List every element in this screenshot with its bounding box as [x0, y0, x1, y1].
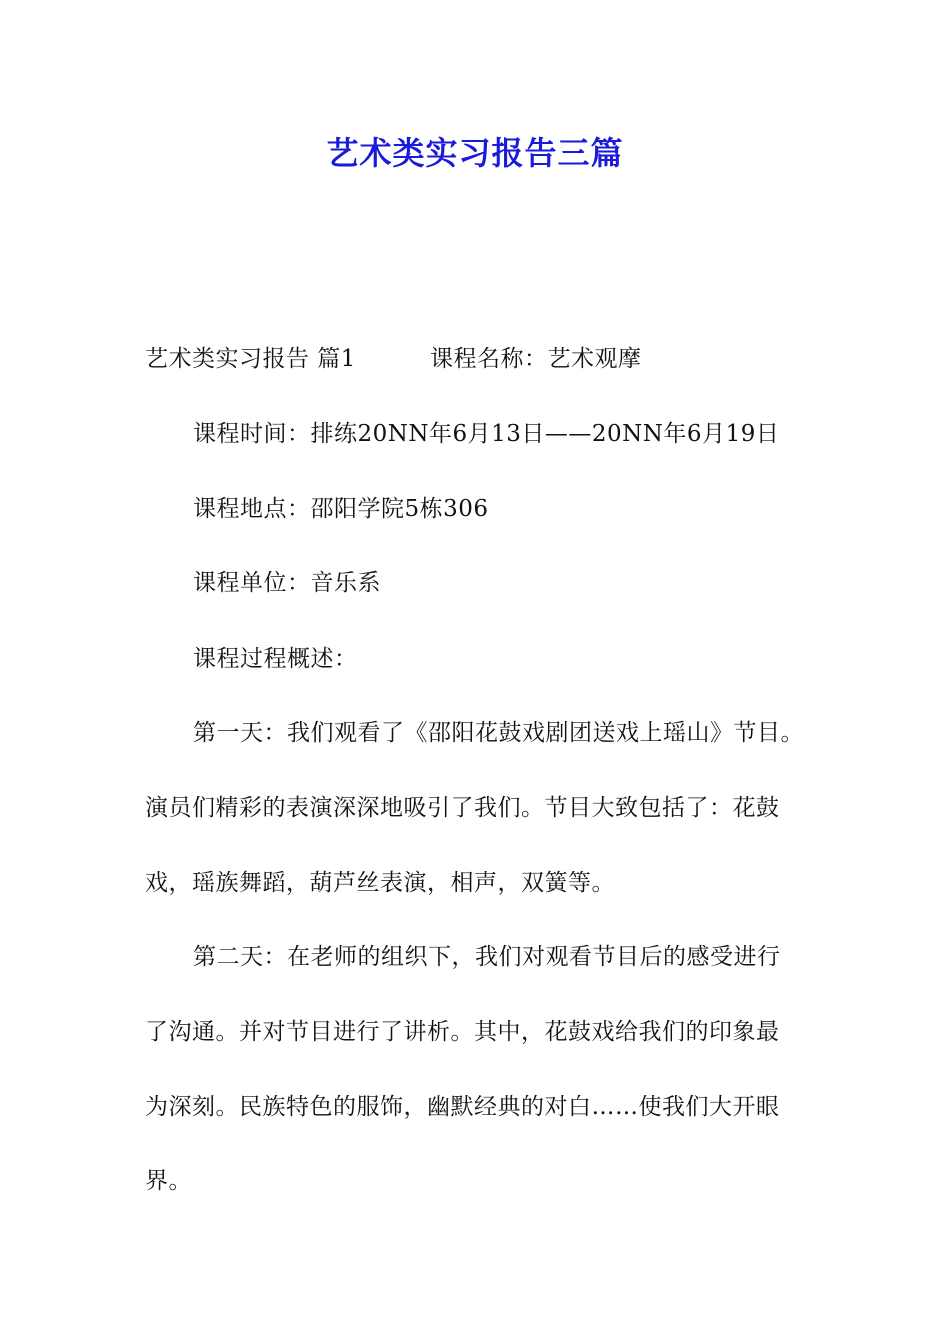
course-time: 课程时间：排练20NN年6月13日——20NN年6月19日: [193, 421, 780, 447]
day1-line-2: 演员们精彩的表演深深地吸引了我们。节目大致包括了：花鼓: [145, 795, 780, 821]
process-heading: 课程过程概述：: [193, 646, 358, 672]
course-unit: 课程单位：音乐系: [193, 570, 381, 596]
course-location: 课程地点：邵阳学院5栋306: [193, 496, 489, 522]
course-name: 课程名称：艺术观摩: [429, 346, 642, 372]
day2-line-1: 第二天：在老师的组织下，我们对观看节目后的感受进行: [193, 944, 781, 970]
day1-line-1: 第一天：我们观看了《邵阳花鼓戏剧团送戏上瑶山》节目。: [193, 720, 804, 746]
day1-line-3: 戏，瑶族舞蹈，葫芦丝表演，相声，双簧等。: [145, 870, 615, 896]
page-title: 艺术类实习报告三篇: [326, 134, 624, 172]
report-heading-label: 艺术类实习报告 篇1: [145, 346, 356, 372]
day2-line-2: 了沟通。并对节目进行了讲析。其中，花鼓戏给我们的印象最: [145, 1019, 780, 1045]
report-heading-line: [145, 344, 825, 374]
day2-line-3: 为深刻。民族特色的服饰，幽默经典的对白……使我们大开眼: [145, 1094, 780, 1120]
day2-line-4: 界。: [145, 1168, 192, 1194]
